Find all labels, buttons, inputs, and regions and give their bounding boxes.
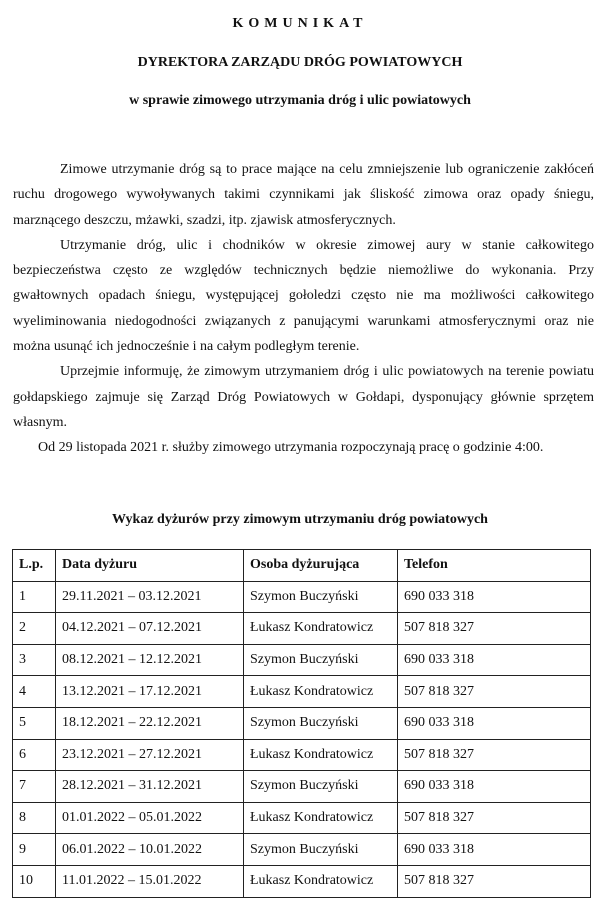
document-title: KOMUNIKAT bbox=[232, 16, 368, 31]
document-body bbox=[13, 157, 594, 461]
cell-date: 18.12.2021 – 22.12.2021 bbox=[56, 707, 244, 739]
paragraph: Od 29 listopada 2021 r. służby zimowego utrzymania rozpoczynają pracę o godzinie 4:00. bbox=[38, 440, 544, 456]
cell-phone: 690 033 318 bbox=[398, 834, 591, 866]
cell-lp: 5 bbox=[13, 707, 56, 739]
column-header-lp: L.p. bbox=[13, 550, 56, 582]
cell-lp: 6 bbox=[13, 739, 56, 771]
cell-date: 28.12.2021 – 31.12.2021 bbox=[56, 771, 244, 803]
cell-date: 08.12.2021 – 12.12.2021 bbox=[56, 644, 244, 676]
cell-person: Szymon Buczyński bbox=[244, 581, 398, 613]
cell-date: 11.01.2022 – 15.01.2022 bbox=[56, 865, 244, 897]
paragraph: Utrzymanie dróg, ulic i chodników w okresie zimowej aury w stanie całkowitego bezpieczeństwa często ze względów technicznych będzie niemożliwe do wykonania. Przy gwałtownych opadach śniegu, występującej gołoledzi często nie ma możliwości całkowitego wyeliminowania niedogodności związanych z panującymi warunkami atmosferycznymi oraz nie można usunąć ich jednocześnie i na całym podległym terenie. bbox=[13, 237, 594, 355]
column-header-person: Osoba dyżurująca bbox=[244, 550, 398, 582]
cell-date: 13.12.2021 – 17.12.2021 bbox=[56, 676, 244, 708]
paragraph: Uprzejmie informuję, że zimowym utrzymaniem dróg i ulic powiatowych na terenie powiatu gołdapskiego zajmuje się Zarząd Dróg Powiatowych w Gołdapi, dysponujący głównie sprzętem własnym. bbox=[13, 364, 594, 430]
column-header-phone: Telefon bbox=[398, 550, 591, 582]
cell-person: Szymon Buczyński bbox=[244, 834, 398, 866]
cell-person: Łukasz Kondratowicz bbox=[244, 676, 398, 708]
table-row bbox=[13, 644, 591, 676]
cell-phone: 507 818 327 bbox=[398, 676, 591, 708]
cell-person: Szymon Buczyński bbox=[244, 707, 398, 739]
cell-lp: 3 bbox=[13, 644, 56, 676]
table-title: Wykaz dyżurów przy zimowym utrzymaniu dróg powiatowych bbox=[112, 512, 488, 527]
cell-phone: 690 033 318 bbox=[398, 581, 591, 613]
cell-lp: 2 bbox=[13, 613, 56, 645]
cell-phone: 507 818 327 bbox=[398, 739, 591, 771]
document-subtitle: DYREKTORA ZARZĄDU DRÓG POWIATOWYCH bbox=[137, 55, 463, 70]
cell-lp: 1 bbox=[13, 581, 56, 613]
table-header-row bbox=[13, 550, 591, 582]
cell-date: 01.01.2022 – 05.01.2022 bbox=[56, 802, 244, 834]
table-row bbox=[13, 865, 591, 897]
cell-phone: 507 818 327 bbox=[398, 802, 591, 834]
cell-phone: 690 033 318 bbox=[398, 707, 591, 739]
table-row bbox=[13, 707, 591, 739]
column-header-date: Data dyżuru bbox=[56, 550, 244, 582]
cell-lp: 7 bbox=[13, 771, 56, 803]
cell-date: 04.12.2021 – 07.12.2021 bbox=[56, 613, 244, 645]
cell-person: Szymon Buczyński bbox=[244, 644, 398, 676]
cell-phone: 507 818 327 bbox=[398, 865, 591, 897]
cell-person: Szymon Buczyński bbox=[244, 771, 398, 803]
cell-phone: 690 033 318 bbox=[398, 771, 591, 803]
cell-lp: 10 bbox=[13, 865, 56, 897]
cell-phone: 690 033 318 bbox=[398, 644, 591, 676]
table-row bbox=[13, 581, 591, 613]
cell-person: Łukasz Kondratowicz bbox=[244, 802, 398, 834]
table-row bbox=[13, 739, 591, 771]
table-row bbox=[13, 676, 591, 708]
cell-date: 06.01.2022 – 10.01.2022 bbox=[56, 834, 244, 866]
cell-lp: 9 bbox=[13, 834, 56, 866]
table-row bbox=[13, 834, 591, 866]
cell-person: Łukasz Kondratowicz bbox=[244, 865, 398, 897]
cell-date: 23.12.2021 – 27.12.2021 bbox=[56, 739, 244, 771]
document-subject: w sprawie zimowego utrzymania dróg i ulic powiatowych bbox=[129, 93, 471, 108]
cell-lp: 8 bbox=[13, 802, 56, 834]
cell-person: Łukasz Kondratowicz bbox=[244, 739, 398, 771]
duty-schedule-table bbox=[12, 549, 591, 898]
cell-date: 29.11.2021 – 03.12.2021 bbox=[56, 581, 244, 613]
cell-phone: 507 818 327 bbox=[398, 613, 591, 645]
table-body bbox=[13, 581, 591, 897]
table-row bbox=[13, 613, 591, 645]
cell-lp: 4 bbox=[13, 676, 56, 708]
cell-person: Łukasz Kondratowicz bbox=[244, 613, 398, 645]
table-row bbox=[13, 802, 591, 834]
paragraph: Zimowe utrzymanie dróg są to prace mające na celu zmniejszenie lub ograniczenie zakłóceń ruchu drogowego wywoływanych takimi czynnikami jak śliskość zimowa oraz opady śniegu, marznącego deszczu, mżawki, szadzi, itp. zjawisk atmosferycznych. bbox=[13, 162, 594, 228]
table-row bbox=[13, 771, 591, 803]
